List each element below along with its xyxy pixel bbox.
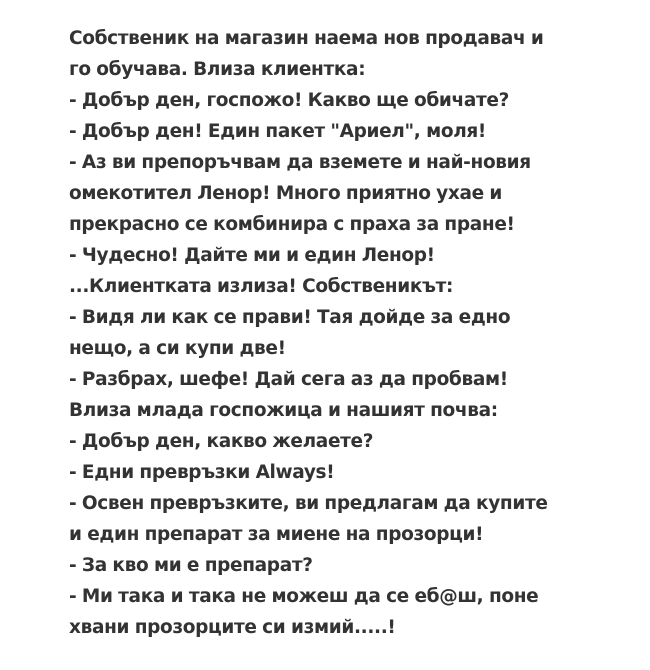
text-line: - За кво ми е препарат? <box>69 555 313 576</box>
text-line: - Добър ден! Един пакет "Ариел", моля! <box>69 121 487 142</box>
text-line: - Добър ден, какво желаете? <box>69 431 374 452</box>
joke-text <box>69 23 609 643</box>
text-line: - Аз ви препоръчвам да вземете и най-новия <box>69 152 531 173</box>
text-line: омекотител Ленор! Много приятно ухае и <box>69 183 502 204</box>
text-line: - Освен превръзките, ви предлагам да купите <box>69 493 548 514</box>
text-line: нещо, а си купи две! <box>69 338 286 359</box>
text-line: Собственик на магазин наема нов продавач и <box>69 28 544 49</box>
text-line: - Ми така и така не можеш да се еб@ш, поне <box>69 586 539 607</box>
text-line: хвани прозорците си измий.....! <box>69 617 396 638</box>
text-line: прекрасно се комбинира с праха за пране! <box>69 214 515 235</box>
text-line: и един препарат за миене на прозорци! <box>69 524 484 545</box>
text-line: - Чудесно! Дайте ми и един Ленор! <box>69 245 435 266</box>
text-line: Влиза млада госпожица и нашият почва: <box>69 400 498 421</box>
text-line: - Разбрах, шефе! Дай сега аз да пробвам! <box>69 369 508 390</box>
text-line: го обучава. Влиза клиентка: <box>69 59 366 80</box>
text-line: - Добър ден, госпожо! Какво ще обичате? <box>69 90 509 111</box>
text-line: ...Клиентката излиза! Собственикът: <box>69 276 454 297</box>
text-line: - Видя ли как се прави! Тая дойде за едно <box>69 307 511 328</box>
text-line: - Едни превръзки Always! <box>69 462 335 483</box>
